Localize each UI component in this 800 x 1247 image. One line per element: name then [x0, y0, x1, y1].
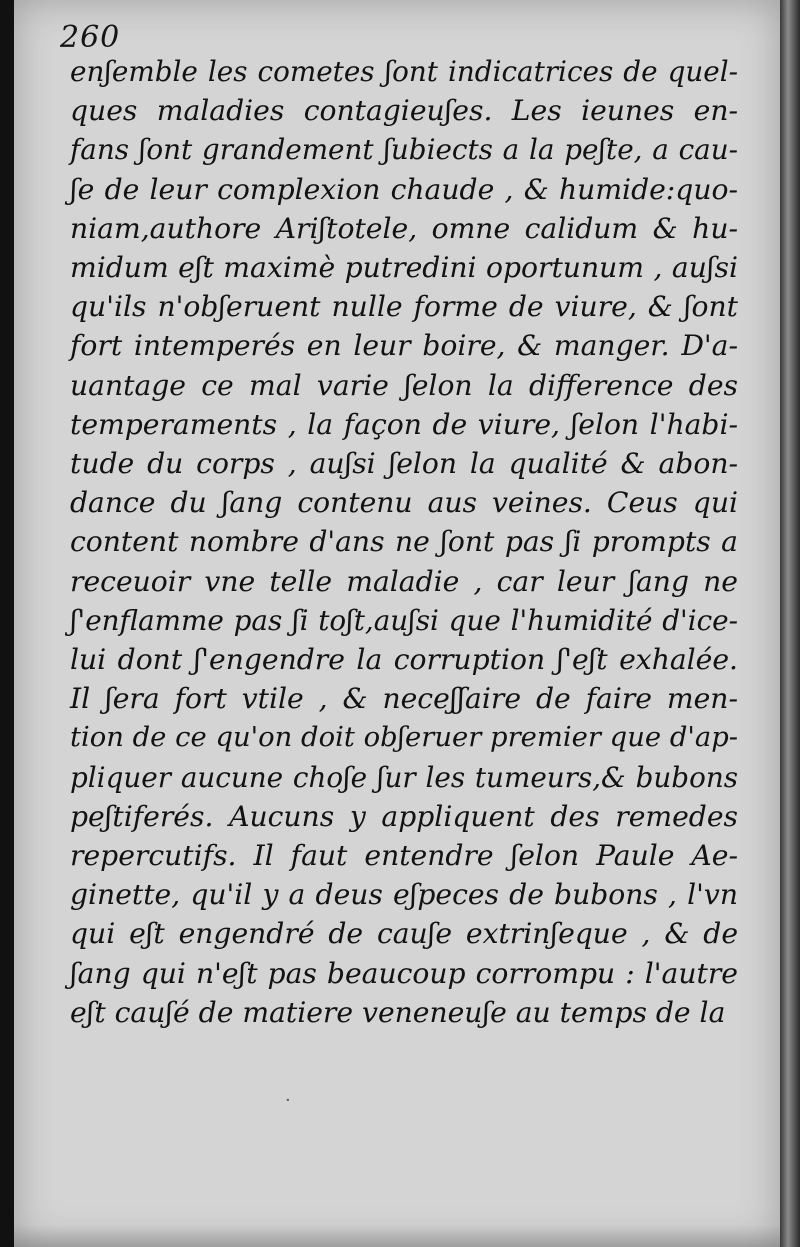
text-line: repercutifs. Il faut entendre ʃelon Paule Ae-	[70, 839, 738, 873]
text-line: peʃtiferés. Aucuns y appliquent des remedes	[70, 799, 738, 833]
text-line: eʃt cauʃé de matiere veneneuʃe au temps de la	[70, 995, 726, 1029]
text-line: qu'ils n'obʃeruent nulle forme de viure, & ʃont	[70, 290, 738, 324]
text-line: fort intemperés en leur boire, & manger. D'a-	[70, 329, 738, 363]
text-line: ginette, qu'il y a deus eʃpeces de bubons , l'vn	[70, 878, 738, 912]
page-edge	[780, 0, 800, 1247]
text-line: content nombre d'ans ne ʃont pas ʃi prompts a	[70, 525, 738, 559]
page-number: 260	[60, 20, 121, 55]
text-line: dance du ʃang contenu aus veines. Ceus qui	[70, 486, 738, 520]
text-line: ʃ'enflamme pas ʃi toʃt,auʃsi que l'humidité d'ice-	[70, 603, 738, 637]
text-line: pliquer aucune choʃe ʃur les tumeurs,& bubons	[70, 760, 738, 794]
text-line: receuoir vne telle maladie , car leur ʃang ne	[70, 564, 738, 598]
text-line: lui dont ʃ'engendre la corruption ʃ'eʃt exhalée.	[70, 643, 738, 677]
text-line: fans ʃont grandement ʃubiects a la peʃte, a cau-	[70, 133, 738, 167]
text-line: ques maladies contagieuʃes. Les ieunes en-	[70, 94, 738, 128]
text-line: uantage ce mal varie ʃelon la difference des	[70, 368, 738, 402]
text-line: ʃe de leur complexion chaude , & humide:quo-	[70, 172, 738, 206]
text-line: ʃang qui n'eʃt pas beaucoup corrompu : l'autre	[70, 956, 738, 990]
text-line: tion de ce qu'on doit obʃeruer premier que d'ap-	[70, 722, 738, 754]
page-bottom-shadow	[14, 1225, 780, 1247]
text-line: enʃemble les cometes ʃont indicatrices de quel-	[70, 55, 738, 88]
text-line: Il ʃera fort vtile , & neceʃʃaire de faire men-	[70, 682, 738, 716]
ink-mark: ·	[285, 1090, 291, 1111]
text-line: midum eʃt maximè putredini oportunum , auʃsi	[70, 251, 738, 285]
text-line: qui eʃt engendré de cauʃe extrinʃeque , & de	[70, 917, 738, 951]
text-line: temperaments , la façon de viure, ʃelon l'habi-	[70, 407, 738, 441]
text-line: tude du corps , auʃsi ʃelon la qualité & abon-	[70, 447, 738, 481]
body-text	[70, 52, 738, 1032]
text-line: niam,authore Ariʃtotele, omne calidum & hu-	[70, 211, 738, 245]
